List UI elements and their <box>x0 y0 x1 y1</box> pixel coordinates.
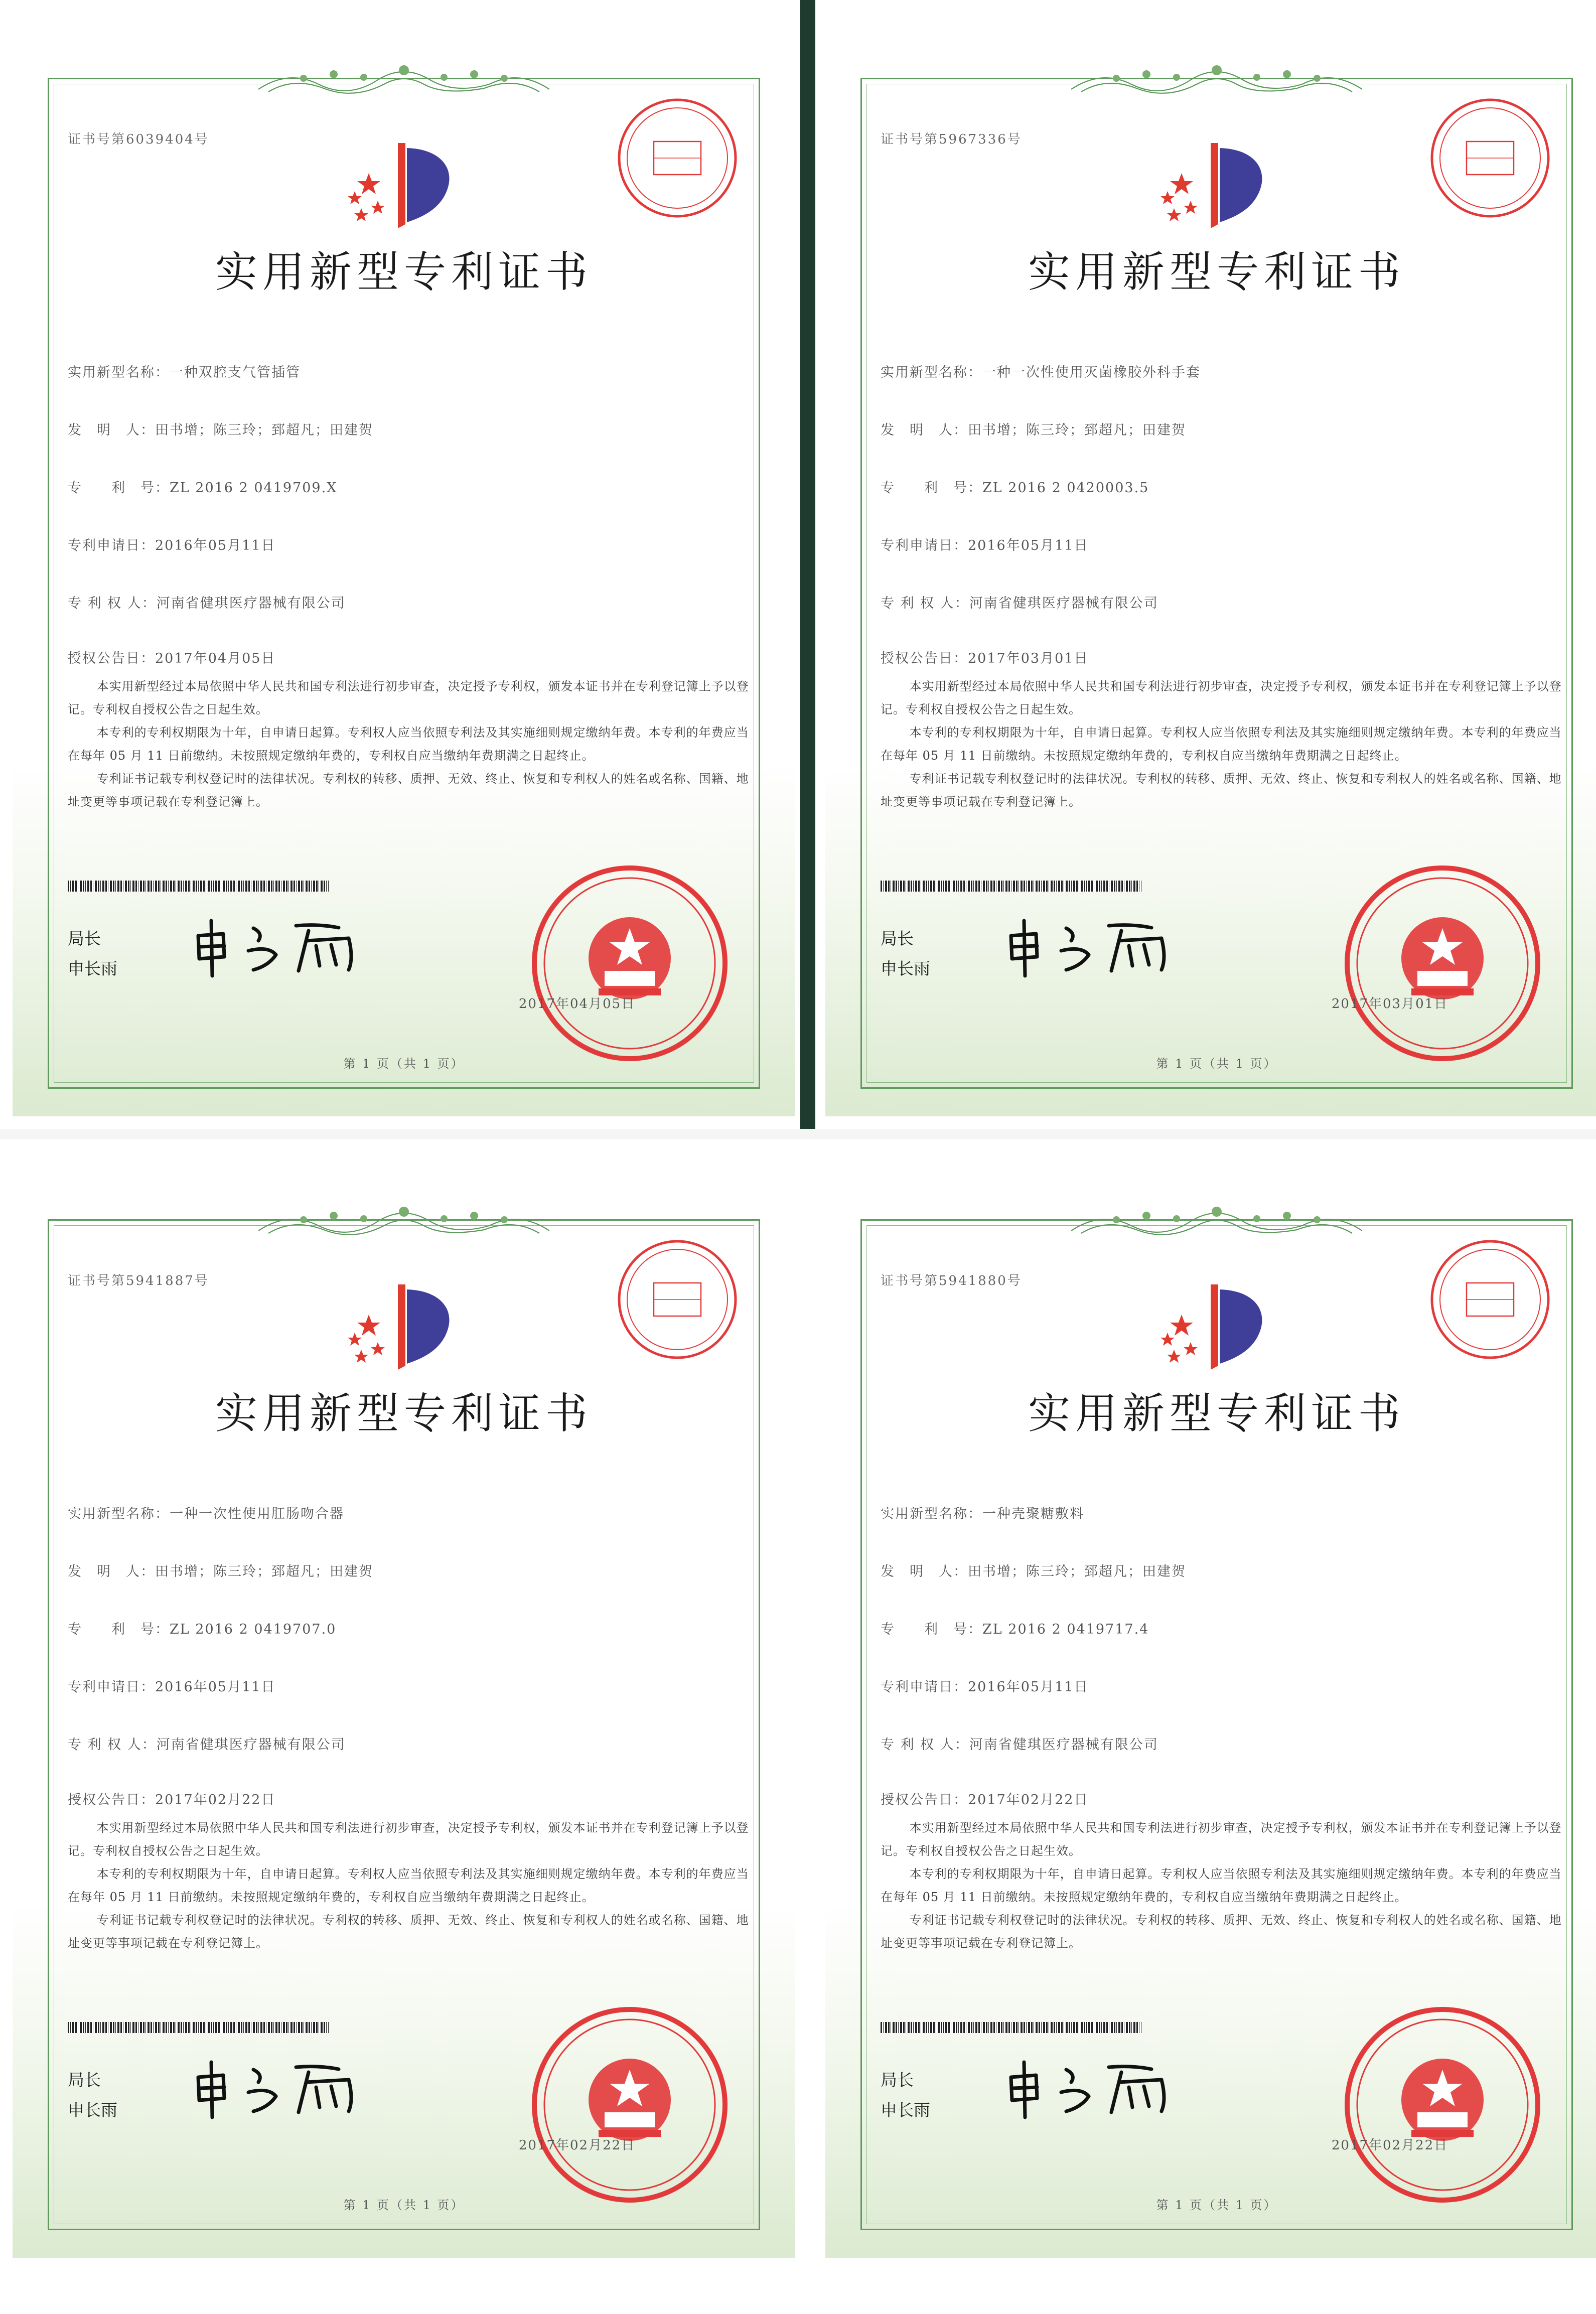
director-title: 局长 <box>881 929 914 948</box>
tax-stamp-seal-icon <box>1427 1237 1553 1362</box>
filing-date-label: 专利申请日： <box>68 538 155 553</box>
director-signature <box>1001 2052 1182 2122</box>
grant-date-row <box>881 647 1088 667</box>
inventor-label: 发 明 人： <box>881 422 968 438</box>
certificate-number: 证书号第6039404号 <box>68 132 209 147</box>
body-paragraph: 本实用新型经过本局依照中华人民共和国专利法进行初步审查，决定授予专利权，颁发本证书并在专利登记簿上予以登记。专利权自授权公告之日起生效。 <box>68 1821 749 1858</box>
scan-gutter-vertical <box>800 0 815 1139</box>
patent-number: ZL 2016 2 0419717.4 <box>982 1622 1149 1637</box>
body-paragraph: 本专利的专利权期限为十年，自申请日起算。专利权人应当依照专利法及其实施细则规定缴纳年费。本专利的年费应当在每年 05 月 11 日前缴纳。未按照规定缴纳年费的，专利权自应当缴纳年费期满之日起终止。 <box>68 726 749 763</box>
body-paragraph: 本专利的专利权期限为十年，自申请日起算。专利权人应当依照专利法及其实施细则规定缴纳年费。本专利的年费应当在每年 05 月 11 日前缴纳。未按照规定缴纳年费的，专利权自应当缴纳年费期满之日起终止。 <box>68 1867 749 1904</box>
certificate-title: 实用新型专利证书 <box>215 1389 593 1438</box>
utility-model-name: 一种壳聚糖敷料 <box>982 1506 1084 1522</box>
body-paragraph: 本专利的专利权期限为十年，自申请日起算。专利权人应当依照专利法及其实施细则规定缴纳年费。本专利的年费应当在每年 05 月 11 日前缴纳。未按照规定缴纳年费的，专利权自应当缴纳年费期满之日起终止。 <box>881 1867 1562 1904</box>
body-paragraph: 专利证书记载专利权登记时的法律状况。专利权的转移、质押、无效、终止、恢复和专利权人的姓名或名称、国籍、地址变更等事项记载在专利登记簿上。 <box>881 772 1562 809</box>
utility-model-name-row <box>881 1503 1084 1522</box>
inventor-row <box>881 1560 1186 1580</box>
certificate-body-text <box>881 675 1563 813</box>
inventor-row <box>881 419 1186 439</box>
utility-model-name-label: 实用新型名称： <box>881 1506 982 1522</box>
patentee: 河南省健琪医疗器械有限公司 <box>156 1737 346 1753</box>
director-signature <box>188 911 369 981</box>
director-title: 局长 <box>68 2070 101 2090</box>
grant-date-label: 授权公告日： <box>881 651 968 666</box>
cnipa-official-seal-icon <box>1342 2004 1543 2205</box>
body-paragraph: 专利证书记载专利权登记时的法律状况。专利权的转移、质押、无效、终止、恢复和专利权人的姓名或名称、国籍、地址变更等事项记载在专利登记簿上。 <box>68 1913 749 1950</box>
director-name: 申长雨 <box>881 959 930 978</box>
patentee-row <box>881 1733 1158 1753</box>
filing-date-label: 专利申请日： <box>68 1679 155 1695</box>
filing-date: 2016年05月11日 <box>968 1679 1089 1695</box>
body-paragraph: 本实用新型经过本局依照中华人民共和国专利法进行初步审查，决定授予专利权，颁发本证书并在专利登记簿上予以登记。专利权自授权公告之日起生效。 <box>881 1821 1562 1858</box>
patent-number: ZL 2016 2 0420003.5 <box>982 480 1149 496</box>
grant-date-label: 授权公告日： <box>68 1792 155 1808</box>
patent-number-row <box>68 1618 336 1638</box>
utility-model-name: 一种一次性使用肛肠吻合器 <box>170 1506 344 1522</box>
inventor-names: 田书增；陈三玲；郅超凡；田建贺 <box>968 422 1186 438</box>
patentee: 河南省健琪医疗器械有限公司 <box>156 596 346 611</box>
patent-number: ZL 2016 2 0419707.0 <box>170 1622 337 1637</box>
patentee-label: 专 利 权 人： <box>68 1737 157 1753</box>
page-number: 第 1 页（共 1 页） <box>343 1057 465 1071</box>
director-name: 申长雨 <box>68 959 117 978</box>
filing-date: 2016年05月11日 <box>968 538 1089 553</box>
inventor-names: 田书增；陈三玲；郅超凡；田建贺 <box>968 1564 1186 1579</box>
body-paragraph: 专利证书记载专利权登记时的法律状况。专利权的转移、质押、无效、终止、恢复和专利权人的姓名或名称、国籍、地址变更等事项记载在专利登记簿上。 <box>881 1913 1562 1950</box>
page-number: 第 1 页（共 1 页） <box>343 2198 465 2212</box>
cnipa-logo-icon <box>1151 1279 1277 1375</box>
patent-number-row <box>68 477 337 496</box>
tax-stamp-seal-icon <box>615 95 740 221</box>
grant-date-label: 授权公告日： <box>881 1792 968 1808</box>
cnipa-logo-icon <box>339 138 464 233</box>
certificate-number: 证书号第5941880号 <box>881 1273 1022 1288</box>
barcode <box>881 881 1141 892</box>
director-title: 局长 <box>881 2070 914 2090</box>
certificate-title: 实用新型专利证书 <box>1028 1389 1405 1438</box>
tax-stamp-seal-icon <box>615 1237 740 1362</box>
patent-number-label: 专 利 号： <box>881 480 982 496</box>
body-paragraph: 本专利的专利权期限为十年，自申请日起算。专利权人应当依照专利法及其实施细则规定缴纳年费。本专利的年费应当在每年 05 月 11 日前缴纳。未按照规定缴纳年费的，专利权自应当缴纳年费期满之日起终止。 <box>881 726 1562 763</box>
cnipa-logo-icon <box>339 1279 464 1375</box>
filing-date: 2016年05月11日 <box>155 1679 276 1695</box>
patent-certificate <box>13 1154 795 2258</box>
grant-date: 2017年04月05日 <box>155 651 276 666</box>
patentee-row <box>68 592 346 612</box>
floral-ornament-icon <box>258 1206 549 1238</box>
inventor-row <box>68 1560 373 1580</box>
floral-ornament-icon <box>1071 64 1362 96</box>
patent-certificate <box>825 1154 1596 2258</box>
inventor-row <box>68 419 373 439</box>
patentee-label: 专 利 权 人： <box>68 596 157 611</box>
filing-date-label: 专利申请日： <box>881 1679 968 1695</box>
patent-number-label: 专 利 号： <box>68 480 170 496</box>
certificate-title: 实用新型专利证书 <box>1028 247 1405 297</box>
patentee: 河南省健琪医疗器械有限公司 <box>969 1737 1158 1753</box>
filing-date: 2016年05月11日 <box>155 538 276 553</box>
certificate-number: 证书号第5941887号 <box>68 1273 209 1288</box>
inventor-names: 田书增；陈三玲；郅超凡；田建贺 <box>155 1564 373 1579</box>
seal-date: 2017年04月05日 <box>518 996 636 1011</box>
utility-model-name-label: 实用新型名称： <box>68 365 170 380</box>
patent-certificate <box>13 13 795 1116</box>
utility-model-name: 一种一次性使用灭菌橡胶外科手套 <box>982 365 1201 380</box>
filing-date-row <box>68 1676 275 1695</box>
grant-date-row <box>881 1789 1088 1808</box>
patentee: 河南省健琪医疗器械有限公司 <box>969 596 1158 611</box>
body-paragraph: 专利证书记载专利权登记时的法律状况。专利权的转移、质押、无效、终止、恢复和专利权人的姓名或名称、国籍、地址变更等事项记载在专利登记簿上。 <box>68 772 749 809</box>
patent-number: ZL 2016 2 0419709.X <box>170 480 338 496</box>
grant-date-row <box>68 1789 275 1808</box>
director-signature <box>1001 911 1182 981</box>
director-name: 申长雨 <box>68 2100 117 2120</box>
utility-model-name-row <box>68 1503 344 1522</box>
filing-date-label: 专利申请日： <box>881 538 968 553</box>
cnipa-official-seal-icon <box>529 2004 730 2205</box>
body-paragraph: 本实用新型经过本局依照中华人民共和国专利法进行初步审查，决定授予专利权，颁发本证书并在专利登记簿上予以登记。专利权自授权公告之日起生效。 <box>68 679 749 716</box>
utility-model-name-label: 实用新型名称： <box>881 365 982 380</box>
filing-date-row <box>68 534 275 554</box>
floral-ornament-icon <box>258 64 549 96</box>
cnipa-official-seal-icon <box>529 863 730 1064</box>
utility-model-name-row <box>68 361 301 381</box>
patentee-row <box>881 592 1158 612</box>
body-paragraph: 本实用新型经过本局依照中华人民共和国专利法进行初步审查，决定授予专利权，颁发本证书并在专利登记簿上予以登记。专利权自授权公告之日起生效。 <box>881 679 1562 716</box>
scan-gutter-horizontal <box>0 1129 1596 1139</box>
patent-certificate <box>825 13 1596 1116</box>
grant-date-label: 授权公告日： <box>68 651 155 666</box>
seal-date: 2017年03月01日 <box>1331 996 1448 1011</box>
filing-date-row <box>881 534 1088 554</box>
patent-number-row <box>881 1618 1149 1638</box>
cnipa-official-seal-icon <box>1342 863 1543 1064</box>
certificate-body-text <box>68 1816 750 1955</box>
inventor-names: 田书增；陈三玲；郅超凡；田建贺 <box>155 422 373 438</box>
patent-number-row <box>881 477 1149 496</box>
director-name: 申长雨 <box>881 2100 930 2120</box>
barcode <box>881 2022 1141 2033</box>
certificate-number: 证书号第5967336号 <box>881 132 1022 147</box>
seal-date: 2017年02月22日 <box>518 2138 636 2153</box>
inventor-label: 发 明 人： <box>68 1564 155 1579</box>
utility-model-name: 一种双腔支气管插管 <box>170 365 301 380</box>
seal-date: 2017年02月22日 <box>1331 2138 1448 2153</box>
certificate-body-text <box>68 675 750 813</box>
grant-date: 2017年03月01日 <box>968 651 1089 666</box>
patent-number-label: 专 利 号： <box>881 1622 982 1637</box>
patentee-label: 专 利 权 人： <box>881 1737 969 1753</box>
barcode <box>68 2022 329 2033</box>
director-signature <box>188 2052 369 2122</box>
floral-ornament-icon <box>1071 1206 1362 1238</box>
page-number: 第 1 页（共 1 页） <box>1156 1057 1277 1071</box>
cnipa-logo-icon <box>1151 138 1277 233</box>
patentee-row <box>68 1733 346 1753</box>
filing-date-row <box>881 1676 1088 1695</box>
director-title: 局长 <box>68 929 101 948</box>
patentee-label: 专 利 权 人： <box>881 596 969 611</box>
utility-model-name-label: 实用新型名称： <box>68 1506 170 1522</box>
inventor-label: 发 明 人： <box>68 422 155 438</box>
page-number: 第 1 页（共 1 页） <box>1156 2198 1277 2212</box>
certificate-title: 实用新型专利证书 <box>215 247 593 297</box>
barcode <box>68 881 329 892</box>
certificate-body-text <box>881 1816 1563 1955</box>
utility-model-name-row <box>881 361 1201 381</box>
grant-date: 2017年02月22日 <box>968 1792 1089 1808</box>
grant-date-row <box>68 647 275 667</box>
inventor-label: 发 明 人： <box>881 1564 968 1579</box>
grant-date: 2017年02月22日 <box>155 1792 276 1808</box>
tax-stamp-seal-icon <box>1427 95 1553 221</box>
patent-number-label: 专 利 号： <box>68 1622 170 1637</box>
